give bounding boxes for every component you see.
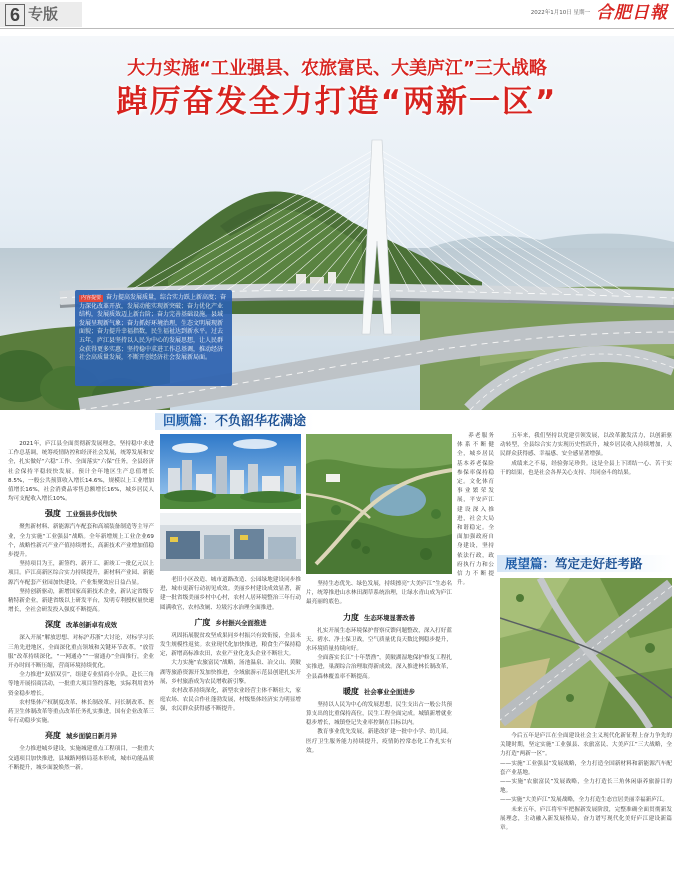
column-1 — [8, 440, 154, 886]
body-paragraph: 农村集体产权制度改革、林长制改革、河长制改革、医药卫生体制改革等重点改革任务扎实推进，国有企业改革三年行动稳步实施。 — [8, 699, 154, 725]
summary-box — [75, 290, 232, 386]
subheading — [8, 619, 154, 631]
subheading-text: 生态环境显著改善 — [363, 613, 416, 622]
body-paragraph: 大力实施“农旅富民”战略，汤池温泉、冶父山、黄陂湖等旅游资源开发加快推进，全域旅游示范县创建扎实开展，乡村旅游成为农民增收新引擎。 — [160, 660, 301, 685]
issue-date: 2022年1月10日 星期一 — [530, 10, 590, 16]
body-paragraph: 教育事业优先发展，新建改扩建一批中小学、幼儿园。医疗卫生服务能力持续提升，疫情防控常态化工作扎实有效。 — [306, 729, 452, 754]
body-paragraph: 农村改革持续深化，新型农业经营主体不断壮大，家庭农场、农民合作社蓬勃发展，村级集体经济实力明显增强，农民群众获得感不断提升。 — [160, 688, 301, 713]
column-4-bottom — [500, 732, 672, 886]
body-paragraph: 扎实开展生态环境保护督察反馈问题整改，深入打好蓝天、碧水、净土保卫战，空气质量优良天数比例稳步提升，水环境质量持续向好。 — [306, 627, 452, 653]
body-paragraph: 巩固拓展脱贫攻坚成果同乡村振兴有效衔接，全县未发生规模性返贫。农业现代化加快推进，粮食生产保持稳定，新增高标准农田，农业产业化龙头企业不断壮大。 — [160, 632, 301, 658]
body-paragraph: 全力推进城乡建设，实施城建重点工程项目，一批重大交通项目加快推进，县城路网格局基本形成，城市功能品质不断提升，城乡面貌焕然一新。 — [8, 746, 154, 771]
section-name: 专版 — [28, 5, 59, 23]
body-paragraph: ——实施“工业强县”发展战略，全力打造全国新材料和新能源汽车配套产业基地。 — [500, 760, 672, 776]
subheading-text: 改革创新卓有成效 — [65, 621, 118, 630]
subheading-lead: 暖度 — [342, 686, 359, 696]
subheading — [8, 730, 154, 742]
outlook-heading — [497, 555, 672, 572]
body-paragraph: 2021年，庐江县全面贯彻新发展理念，坚持稳中求进工作总基调，统筹疫情防控和经济社会发展，统筹发展和安全，扎实做好“六稳”工作、全面落实“六保”任务，全县经济社会保持平稳较快发展。预计全年地区生产总值增长8.5%，一般公共预算收入增长14.6%，规模以上工业增加值增长16%，社会消费品零售总额增长16%，城乡居民人均可支配收入增长10%。 — [8, 441, 154, 503]
body-paragraph: 全力推进“双招双引”，组建专业招商小分队，赴长三角等地开展招商活动，一批重大项目签约落地，实际利用省外资金稳步增长。 — [8, 672, 154, 697]
review-label: 回顾篇： — [163, 414, 216, 429]
body-paragraph: 成绩来之不易，经验弥足珍贵。这是全县上下团结一心、苦干实干的结果，也是社会各界关心支持、共同奋斗的结果。 — [500, 460, 672, 476]
column-2 — [160, 576, 301, 886]
body-paragraph: ——实施“大美庐江”发展战略，全力打造生态宜居美丽幸福新庐江。 — [500, 797, 669, 804]
factory-photo — [160, 513, 301, 571]
city-photo — [160, 434, 301, 509]
body-paragraph: 坚持生态优先、绿色发展，持续擦亮“大美庐江”生态名片，统筹推进山水林田湖草系统治理，让绿水青山成为庐江最亮丽的底色。 — [306, 581, 452, 606]
subheading — [160, 617, 301, 629]
headline-kicker: 大力实施“工业强县、农旅富民、大美庐江”三大战略 — [127, 58, 547, 79]
body-paragraph: 未来五年，庐江将牢牢把握新发展阶段，完整准确全面贯彻新发展理念，主动融入新发展格局，奋力谱写现代化美好庐江建设新篇章。 — [500, 806, 672, 832]
park-photo — [306, 434, 452, 574]
subheading-text: 乡村振兴全面推进 — [215, 618, 267, 627]
subheading — [306, 612, 452, 624]
subheading-lead: 广度 — [194, 617, 211, 627]
review-heading — [155, 413, 314, 430]
body-paragraph: 深入开展“解放思想、对标沪苏浙”大讨论，对标学习长三角先进地区，全面深化重点领域和关键环节改革。“放管服”改革持续深化，“一网通办”“一窗通办”全面推行，企业开办时间不断压缩，营商环境持续优化。 — [8, 635, 154, 670]
subheading-lead: 深度 — [44, 620, 61, 630]
summary-label: 内容提要 — [81, 295, 102, 301]
subheading — [306, 686, 452, 698]
headline-title: 踔厉奋发全力打造“两新一区” — [116, 84, 558, 120]
review-title: 不负韶华花满途 — [215, 414, 307, 429]
body-paragraph: 今后五年是庐江在全面建设社会主义现代化新征程上奋力争先的关键时期，坚定实施“工业强县、农旅富民、大美庐江”三大战略，全力打造“两新一区”。 — [500, 733, 672, 758]
body-paragraph: 坚持创新驱动，新增国家高新技术企业，新认定省级专精特新企业，新建省级以上研发平台，发明专利授权量快速增长，全社会研发投入强度不断提高。 — [8, 588, 154, 614]
body-paragraph: 养老服务体系不断健全，城乡居民基本养老保险参保率保持稳定。文化体育事业繁荣发展，平安庐江建设深入推进，社会大局和谐稳定。全面加强政府自身建设，坚持依法行政，政府执行力和公信力不断提升。 — [457, 433, 494, 587]
summary-text: 奋力提高发展质量，综合实力跃上新高度；奋力深化改革开放，发展动能实现新突破；奋力优化产业结构，发展质效迈上新台阶；奋力完善基础设施，县域发展呈现新气象；奋力抓好环境治理，生态文明展现新面貌；奋力提升幸福指数，民生福祉达到新水平。过去五年，庐江县坚持以人民为中心的发展思想，让人民群众获得更多实惠；坚持稳中求进工作总基调，推动经济社会高质量发展，不断开创经济社会发展新局面。 — [79, 294, 227, 362]
masthead-logo: 合肥日報 — [596, 3, 668, 22]
page-number: 6 — [5, 4, 25, 26]
column-3 — [306, 580, 452, 886]
body-paragraph: 全面落实长江“十年禁渔”，黄陂湖湿地保护修复工程扎实推进，巢湖综合治理取得新成效。深入推进林长制改革，全县森林覆盖率不断提高。 — [306, 655, 452, 680]
outlook-title: 笃定走好赶考路 — [555, 556, 643, 571]
subheading-lead: 强度 — [44, 509, 61, 519]
column-4-narrow — [457, 432, 494, 886]
outlook-label: 展望篇： — [505, 556, 556, 571]
highway-photo — [500, 578, 672, 728]
body-paragraph: ——实施“农旅富民”发展战略，全力打造长三角休闲康养旅游目的地。 — [500, 779, 672, 795]
column-4-top — [500, 432, 672, 550]
body-paragraph: 坚持以人民为中心的发展思想，民生支出占一般公共预算支出的比重保持高位，民生工程全面完成。城镇新增就业稳步增长，城镇登记失业率控制在目标以内。 — [306, 701, 452, 727]
header-divider — [0, 28, 674, 29]
subheading-text: 工业强县步伐加快 — [65, 510, 118, 519]
subheading-text: 社会事业全面进步 — [363, 687, 416, 696]
subheading — [8, 508, 154, 520]
subheading-lead: 亮度 — [44, 731, 61, 741]
subheading-lead: 力度 — [342, 612, 359, 622]
body-paragraph: 五年来，我们坚持以党建引领发展，以改革激发活力，以创新驱动转型，全县综合实力实现历史性跃升，城乡居民收入持续增加，人民群众获得感、幸福感、安全感显著增强。 — [500, 433, 672, 458]
body-paragraph: 老旧小区改造、城市道路改造、公园绿地建设同步推进，城市更新行动初见成效。美丽乡村建设成效显著，新建一批省级美丽乡村中心村，农村人居环境整治三年行动圆满收官，农村改厕、垃圾污水治理全面推进。 — [160, 577, 301, 611]
body-paragraph: 坚持项目为王，新签约、新开工、新竣工一批亿元以上项目。庐江高新区综合实力持续提升，新材料产业园、新能源汽车配套产业园加快建设，产业集聚效应日益凸显。 — [8, 561, 154, 586]
subheading-text: 城乡面貌日新月异 — [65, 732, 118, 741]
body-paragraph: 聚焦新材料、新能源汽车配套和高端装备制造等主导产业，全力实施“工业强县”战略。全年新增规上工业企业69个，战略性新兴产业产值持续增长，高新技术产业增加值稳步提升。 — [8, 524, 154, 559]
